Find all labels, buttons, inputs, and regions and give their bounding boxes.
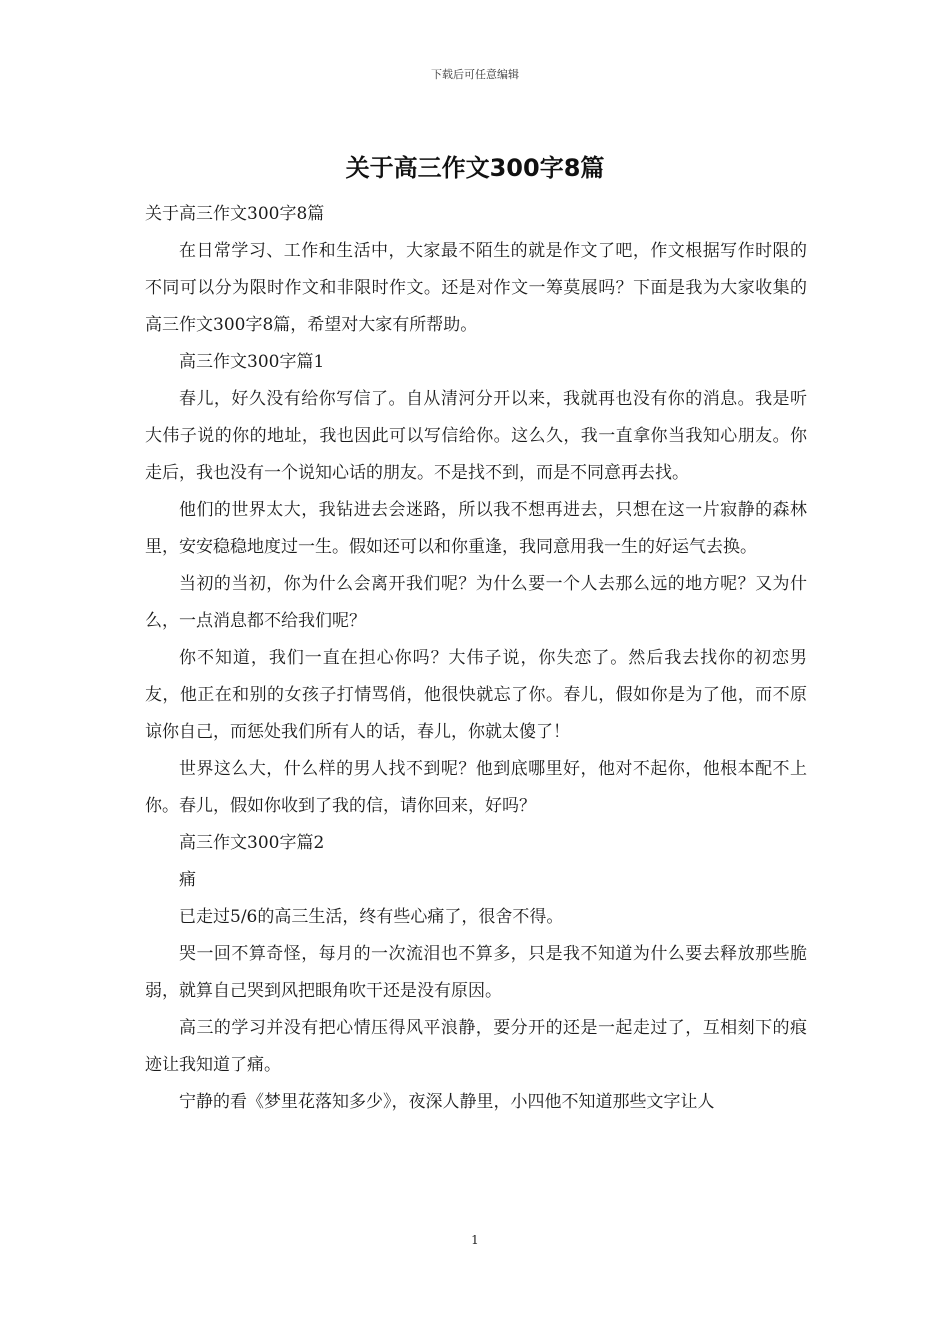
paragraph: 在日常学习、工作和生活中，大家最不陌生的就是作文了吧，作文根据写作时限的不同可以分为限时作文和非限时作文。还是对作文一筹莫展吗？下面是我为大家收集的高三作文300字8篇，希望对大家有所帮助。: [145, 241, 807, 335]
document-body: [145, 196, 807, 1121]
paragraph: 宁静的看《梦里花落知多少》，夜深人静里，小四他不知道那些文字让人: [179, 1092, 715, 1112]
paragraph: 春儿，好久没有给你写信了。自从清河分开以来，我就再也没有你的消息。我是听大伟子说的你的地址，我也因此可以写信给你。这么久，我一直拿你当我知心朋友。你走后，我也没有一个说知心话的朋友。不是找不到，而是不同意再去找。: [145, 389, 807, 483]
section-heading: 高三作文300字篇1: [179, 352, 325, 372]
paragraph: 高三的学习并没有把心情压得风平浪静，要分开的还是一起走过了，互相刻下的痕迹让我知道了痛。: [145, 1018, 807, 1075]
paragraph: 哭一回不算奇怪，每月的一次流泪也不算多，只是我不知道为什么要去释放那些脆弱，就算自己哭到风把眼角吹干还是没有原因。: [145, 944, 807, 1001]
paragraph: 世界这么大，什么样的男人找不到呢？他到底哪里好，他对不起你，他根本配不上你。春儿，假如你收到了我的信，请你回来，好吗？: [145, 759, 807, 816]
paragraph: 已走过5/6的高三生活，终有些心痛了，很舍不得。: [179, 907, 564, 927]
essay-title: 痛: [179, 870, 196, 890]
header-note: 下载后可任意编辑: [431, 68, 519, 81]
paragraph: 关于高三作文300字8篇: [145, 204, 325, 224]
paragraph: 他们的世界太大，我钻进去会迷路，所以我不想再进去，只想在这一片寂静的森林里，安安稳稳地度过一生。假如还可以和你重逢，我同意用我一生的好运气去换。: [145, 500, 807, 557]
page-number: 1: [471, 1233, 479, 1247]
section-heading: 高三作文300字篇2: [179, 833, 325, 853]
paragraph: 你不知道，我们一直在担心你吗？大伟子说，你失恋了。然后我去找你的初恋男友，他正在和别的女孩子打情骂俏，他很快就忘了你。春儿，假如你是为了他，而不原谅你自己，而惩处我们所有人的话，春儿，你就太傻了！: [145, 648, 807, 742]
paragraph: 当初的当初，你为什么会离开我们呢？为什么要一个人去那么远的地方呢？又为什么，一点消息都不给我们呢？: [145, 574, 807, 631]
document-title: 关于高三作文300字8篇: [345, 154, 605, 182]
